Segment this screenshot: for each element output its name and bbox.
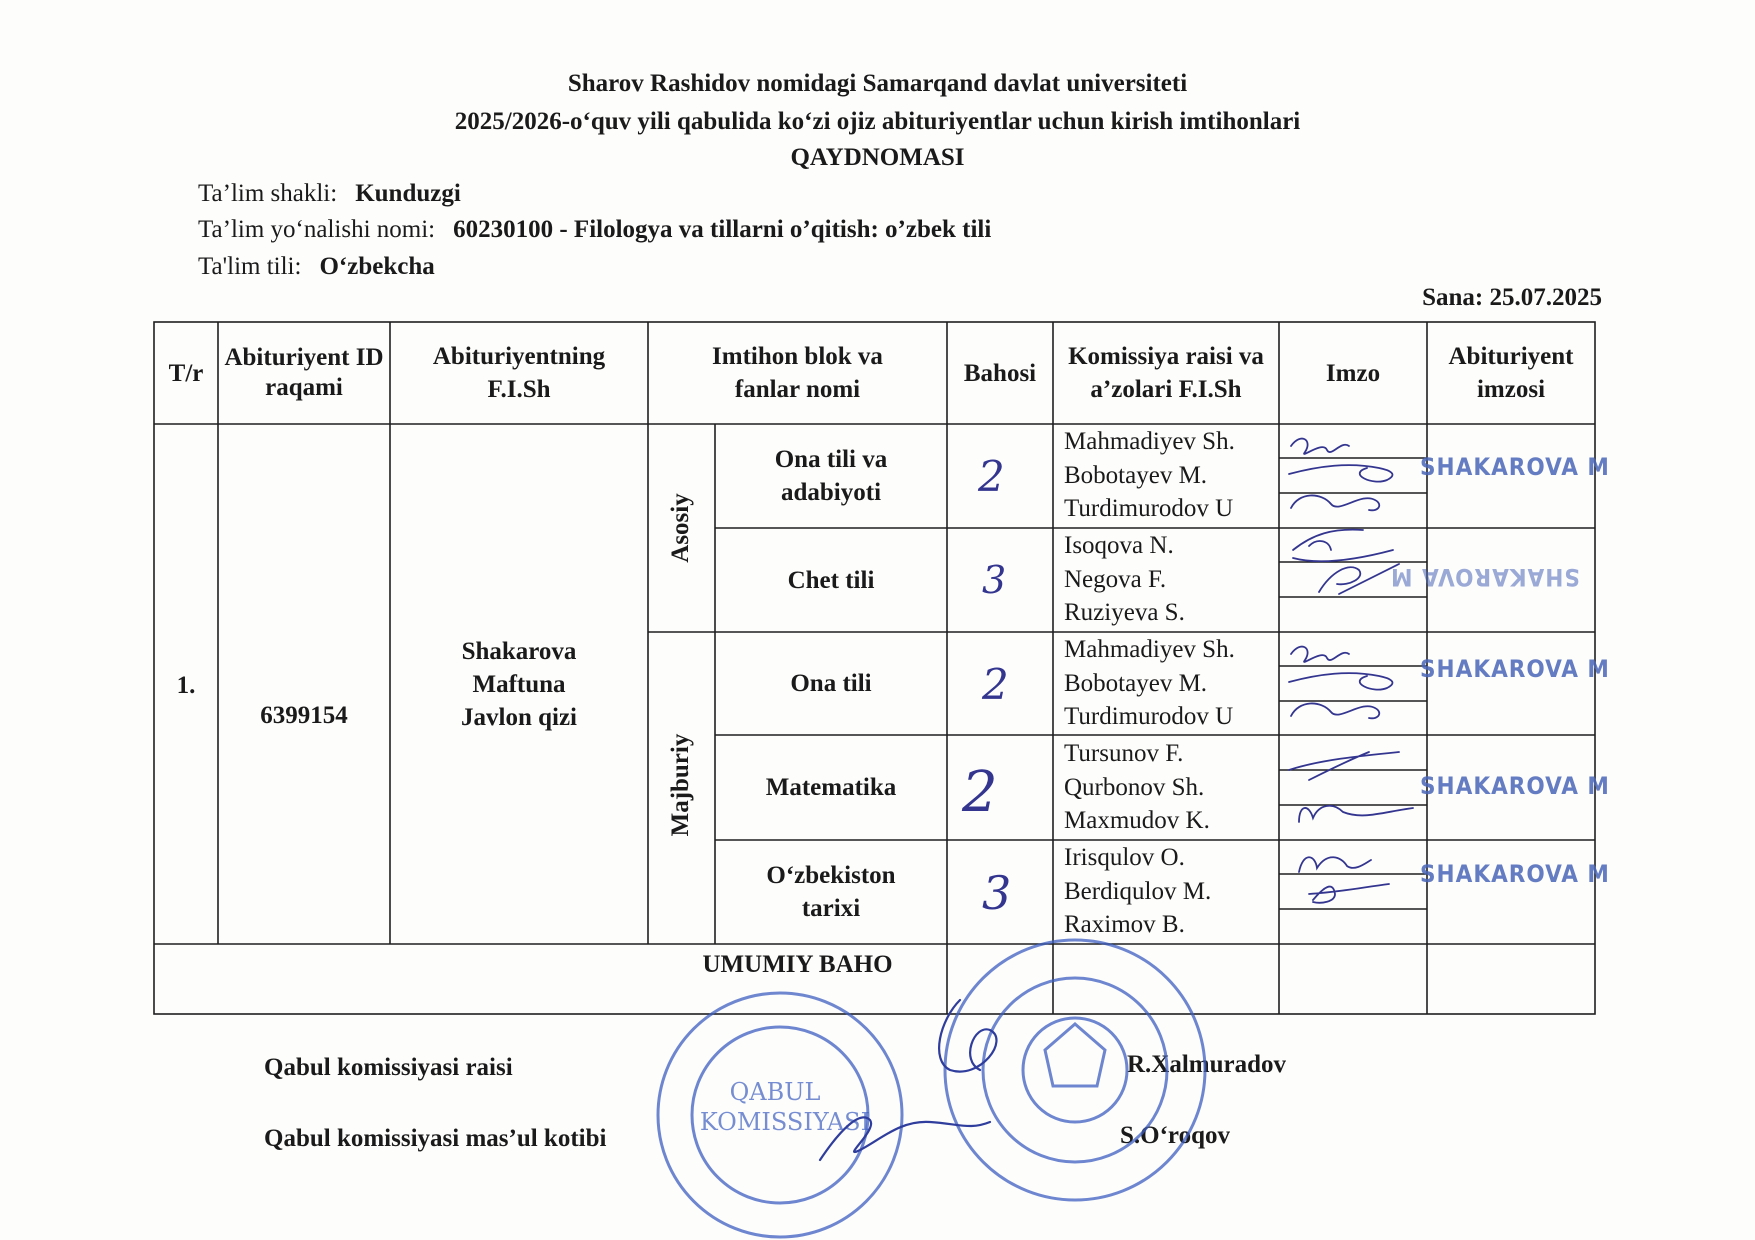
applicant-signature-4: SHAKAROVA M: [1420, 860, 1610, 888]
university-name: Sharov Rashidov nomidagi Samarqand davlat universiteti: [567, 70, 1188, 97]
col-header-applicant-name: Abituriyentning F.I.Sh: [432, 343, 606, 403]
applicant-signature-3: SHAKAROVA M: [1420, 772, 1610, 800]
study-language-value: O‘zbekcha: [319, 253, 435, 280]
subject-2: Ona tili: [790, 670, 872, 697]
commission-members-2: [1064, 633, 1235, 734]
subject-0-line2: adabiyoti: [780, 479, 882, 506]
secretary-name: S.O‘roqov: [1120, 1122, 1230, 1149]
member: Mahmadiyev Sh.: [1064, 636, 1235, 663]
stamp-text-line1: QABUL: [729, 1078, 821, 1106]
grade-3: 2: [962, 760, 998, 825]
applicant-signature-1: SHAKAROVA M: [1390, 563, 1580, 591]
subject-3: Matematika: [765, 774, 897, 801]
member: Raximov B.: [1064, 911, 1185, 938]
col-header-signature: Imzo: [1325, 359, 1381, 387]
member: Bobotayev M.: [1064, 669, 1208, 697]
applicant-signature-2: SHAKAROVA M: [1420, 655, 1610, 683]
secretary-label: Qabul komissiyasi mas’ul kotibi: [264, 1125, 607, 1152]
subject-4: [715, 840, 947, 944]
applicant-patronymic: Javlon qizi: [461, 703, 577, 731]
document-subtitle: 2025/2026-o‘quv yili qabulida ko‘zi ojiz abituriyentlar uchun kirish imtihonlari: [454, 108, 1301, 135]
member: Tursunov F.: [1064, 740, 1184, 767]
grade-2: 2: [982, 660, 1009, 709]
applicant-name: [390, 632, 648, 736]
commission-signatures: [1279, 424, 1429, 944]
applicant-firstname: Maftuna: [472, 670, 566, 698]
member: Mahmadiyev Sh.: [1064, 428, 1235, 455]
document-date: Sana: 25.07.2025: [1422, 284, 1602, 311]
block-label-asosiy: Asosiy: [667, 493, 694, 563]
col-header-applicant-id: Abituriyent ID raqami: [224, 344, 384, 401]
col-header-exam-subject: Imtihon blok va fanlar nomi: [712, 343, 883, 403]
chair-label: Qabul komissiyasi raisi: [264, 1054, 513, 1081]
col-header-grade: Bahosi: [963, 359, 1037, 387]
member: Ruziyeva S.: [1064, 599, 1185, 626]
member: Turdimurodov U: [1064, 495, 1234, 522]
chair-name: R.Xalmuradov: [1127, 1051, 1287, 1078]
applicant-surname: Shakarova: [461, 637, 577, 665]
member: Isoqova N.: [1064, 532, 1174, 559]
subject-4-line2: tarixi: [801, 895, 861, 922]
commission-members-0: [1064, 425, 1235, 526]
study-direction-label: Ta’lim yo‘nalishi nomi:: [198, 216, 436, 243]
member: Irisqulov O.: [1064, 844, 1185, 871]
grade-0: 2: [978, 452, 1005, 501]
block-label-majburiy: Majburiy: [667, 733, 694, 837]
subject-1: Chet tili: [787, 566, 875, 594]
commission-members-3: [1064, 737, 1210, 838]
row-number: 1.: [176, 671, 196, 699]
stamp-text-line2: KOMISSIYASI: [699, 1108, 871, 1136]
subject-0: [715, 424, 947, 528]
grade-1: 3: [982, 558, 1007, 602]
total-grade-label: UMUMIY BAHO: [702, 950, 893, 978]
study-form-label: Ta’lim shakli:: [198, 180, 338, 207]
member: Berdiqulov M.: [1064, 877, 1212, 905]
official-stamps: [650, 930, 1220, 1240]
applicant-signature-0: SHAKAROVA M: [1420, 453, 1610, 481]
document-title: QAYDNOMASI: [790, 144, 965, 171]
col-header-applicant-signature: Abituriyent imzosi: [1448, 343, 1574, 403]
subject-4-line1: O‘zbekiston: [766, 862, 896, 889]
grade-4: 3: [982, 866, 1012, 920]
member: Bobotayev M.: [1064, 461, 1208, 489]
col-header-number: T/r: [168, 359, 204, 387]
commission-members-1: [1064, 529, 1185, 630]
commission-members-4: [1064, 841, 1211, 942]
subject-0-line1: Ona tili va: [774, 446, 888, 473]
study-form-value: Kunduzgi: [355, 180, 461, 207]
member: Qurbonov Sh.: [1064, 773, 1205, 801]
study-language-label: Ta'lim tili:: [198, 253, 302, 280]
member: Negova F.: [1064, 565, 1167, 593]
study-direction-value: 60230100 - Filologya va tillarni o’qitish: o’zbek tili: [453, 216, 992, 243]
member: Maxmudov K.: [1064, 807, 1210, 834]
col-header-commission: Komissiya raisi va a’zolari F.I.Sh: [1068, 343, 1264, 403]
member: Turdimurodov U: [1064, 703, 1234, 730]
applicant-id: 6399154: [260, 701, 348, 729]
